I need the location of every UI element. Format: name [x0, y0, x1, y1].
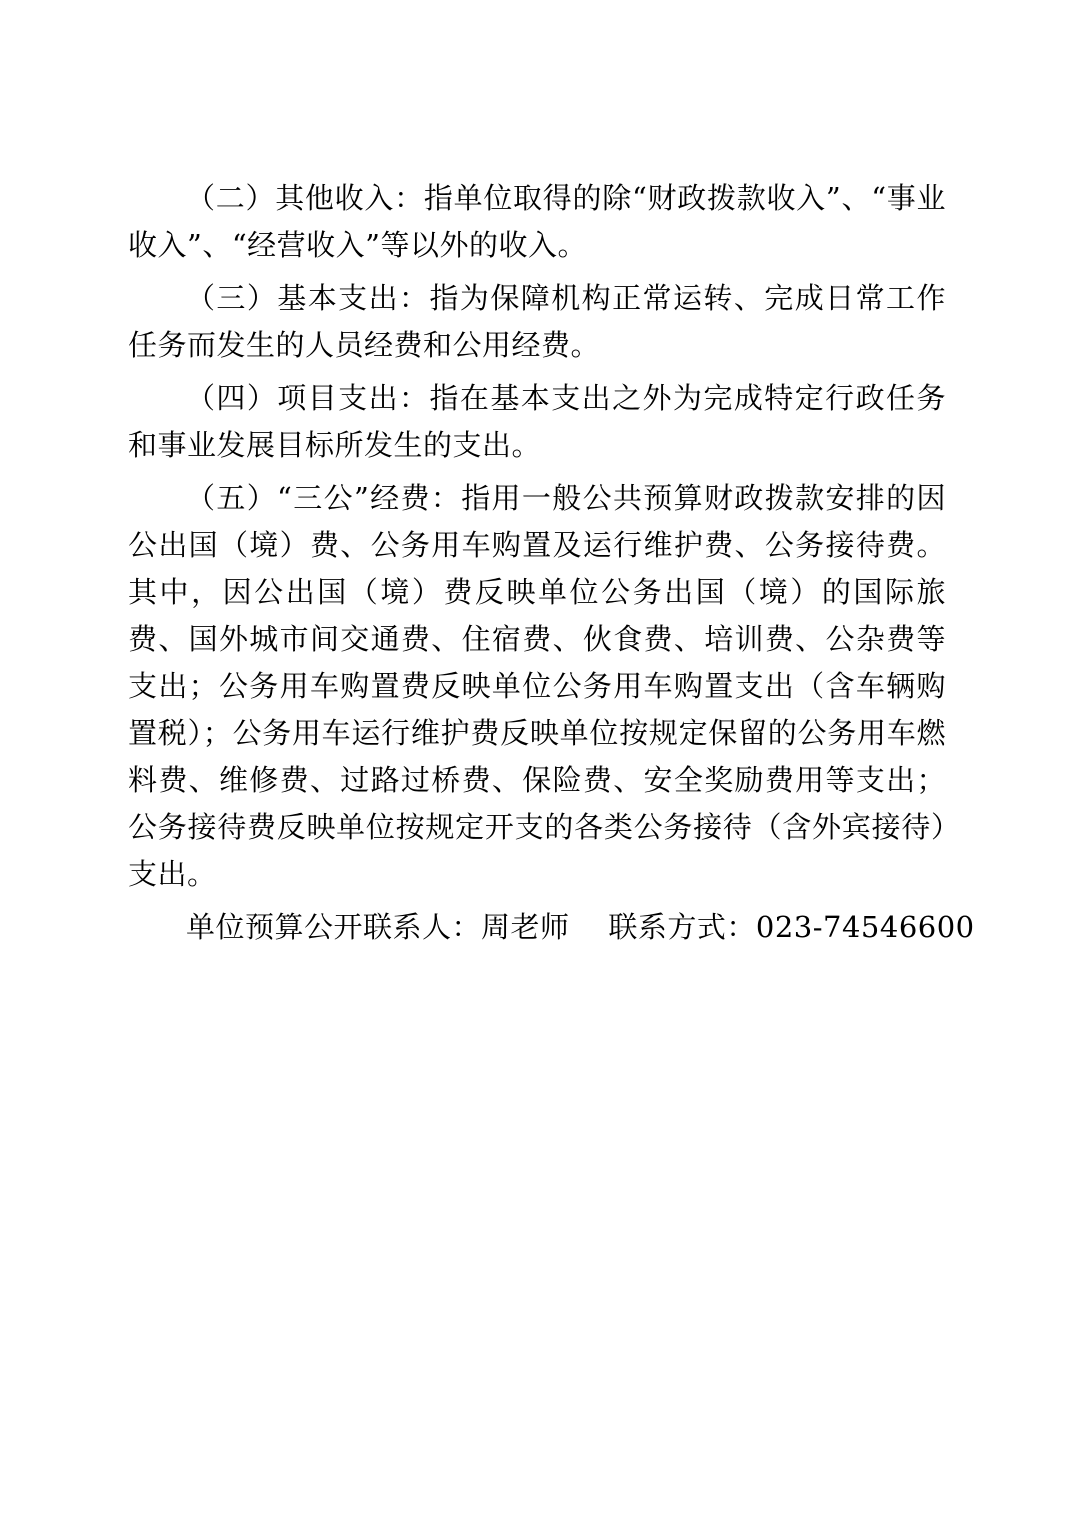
paragraph-basic-expenditure: （三）基本支出：指为保障机构正常运转、完成日常工作任务而发生的人员经费和公用经费。 — [128, 280, 946, 362]
budget-disclosure-contact: 单位预算公开联系人：周老师 联系方式：023-74546600 — [186, 909, 975, 944]
document-body — [128, 175, 975, 951]
paragraph-project-expenditure: （四）项目支出：指在基本支出之外为完成特定行政任务和事业发展目标所发生的支出。 — [128, 380, 946, 462]
paragraph-other-income: （二）其他收入：指单位取得的除“财政拨款收入”、“事业收入”、“经营收入”等以外的收入。 — [128, 181, 946, 262]
paragraph-three-public-funds: （五）“三公”经费：指用一般公共预算财政拨款安排的因公出国（境）费、公务用车购置及运行维护费、公务接待费。其中，因公出国（境）费反映单位公务出国（境）的国际旅费、国外城市间交通费、住宿费、伙食费、培训费、公杂费等支出；公务用车购置费反映单位公务用车购置支出（含车辆购置税）；公务用车运行维护费反映单位按规定保留的公务用车燃料费、维修费、过路过桥费、保险费、安全奖励费用等支出；公务接待费反映单位按规定开支的各类公务接待（含外宾接待）支出。 — [128, 480, 946, 891]
